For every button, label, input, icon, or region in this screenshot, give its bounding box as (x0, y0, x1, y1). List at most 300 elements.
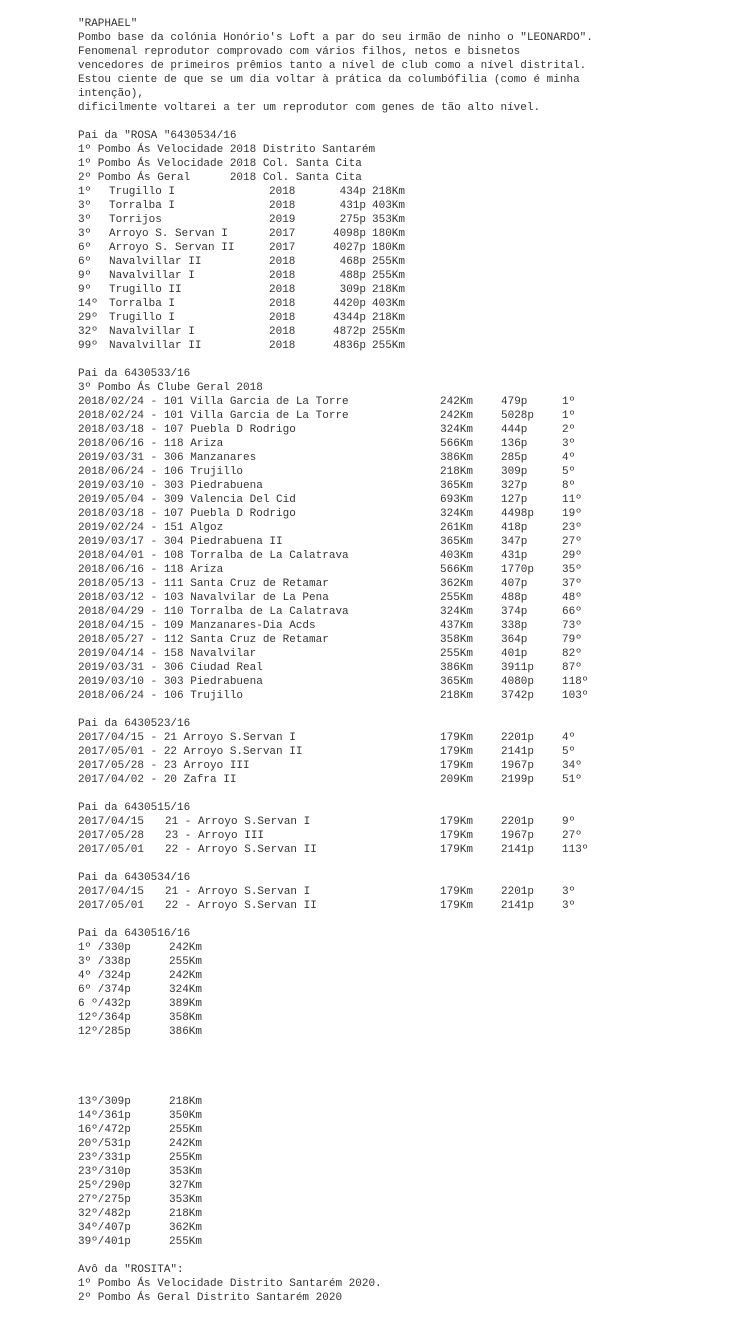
s533-result-row-race: 2019/03/31 - 306 Ciudad Real (78, 662, 263, 674)
s533-result-row-race: 2018/05/13 - 111 Santa Cruz de Retamar (78, 578, 329, 590)
s533-result-row-km: 362Km (440, 578, 474, 590)
s516-result-row (78, 1025, 738, 1039)
s523-result-row-km: 209Km (440, 774, 474, 786)
s515-result-row-pos: 9º (562, 816, 576, 828)
s533-result-row-km: 261Km (440, 522, 474, 534)
s516-result-row (78, 997, 738, 1011)
s533-result-row (78, 465, 738, 479)
rosa-result-row (78, 283, 738, 297)
s516-result-row (78, 1221, 738, 1235)
s533-result-row-race: 2018/04/29 - 110 Torralba de La Calatrava (78, 606, 349, 618)
section-6430516 (78, 927, 738, 1249)
pedigree-document (78, 17, 738, 1305)
rosa-header-line: 2º Pombo Ás Geral 2018 Col. Santa Cita (78, 172, 362, 184)
s516-result-row-pos: 14º/361p (78, 1110, 131, 1122)
rosa-result-row-pos: 3º (78, 214, 92, 226)
rosa-result-row (78, 325, 738, 339)
rosa-result-row (78, 255, 738, 269)
s533-result-row-race: 2019/03/10 - 303 Piedrabuena (78, 480, 263, 492)
s533-result-row-pos: 37º (562, 578, 582, 590)
rosa-result-row-pos: 3º (78, 228, 92, 240)
s533-result-row-race: 2019/04/14 - 158 Navalvilar (78, 648, 257, 660)
s533-result-row-pts: 5028p (501, 410, 535, 422)
rosa-result-row-pos: 9º (78, 284, 92, 296)
rosa-result-row-pos: 9º (78, 270, 92, 282)
intro-line: Fenomenal reprodutor comprovado com vários filhos, netos e bisnetos (78, 46, 521, 58)
s534-result-row-race: 22 - Arroyo S.Servan II (165, 900, 317, 912)
s516-result-row (78, 983, 738, 997)
s533-result-row-race: 2018/06/16 - 118 Ariza (78, 438, 224, 450)
s516-result-row (78, 1137, 738, 1151)
s533-result-row-km: 324Km (440, 508, 474, 520)
rosa-result-row-year: 2017 (269, 228, 296, 240)
s523-result-row-race: 2017/05/01 - 22 Arroyo S.Servan II (78, 746, 303, 758)
s533-result-row-pos: 35º (562, 564, 582, 576)
s533-result-row-km: 324Km (440, 606, 474, 618)
rosa-result-row-race: Trugillo I (109, 312, 176, 324)
s516-result-row-km: 358Km (169, 1012, 203, 1024)
s523-result-row-pts: 2199p (501, 774, 535, 786)
s533-header-line: Pai da 6430533/16 (78, 368, 191, 380)
s533-result-row-pts: 4080p (501, 676, 535, 688)
rosa-result-row-pts: 275p (339, 214, 366, 226)
s533-result-row-race: 2018/06/24 - 106 Trujillo (78, 690, 244, 702)
rosa-result-row-pts: 4098p (332, 228, 366, 240)
s533-result-row (78, 507, 738, 521)
s533-result-row (78, 549, 738, 563)
s533-result-row-pts: 3911p (501, 662, 535, 674)
s533-result-row (78, 647, 738, 661)
s516-header: Pai da 6430516/16 (78, 928, 191, 940)
s515-result-row (78, 815, 738, 829)
s533-result-row (78, 423, 738, 437)
s533-result-row-pts: 347p (501, 536, 528, 548)
s523-result-row-pos: 51º (562, 774, 582, 786)
s516-result-row-km: 255Km (169, 1124, 203, 1136)
s533-result-row-pos: 87º (562, 662, 582, 674)
rosa-result-row-year: 2018 (269, 340, 296, 352)
s516-result-row-km: 255Km (169, 1236, 203, 1248)
s534-result-row-km: 179Km (440, 900, 474, 912)
rosa-result-row-km: 353Km (372, 214, 406, 226)
s523-result-row-pts: 2141p (501, 746, 535, 758)
s534-result-row (78, 899, 738, 913)
s533-result-row-km: 566Km (440, 438, 474, 450)
s516-result-row-pos: 16º/472p (78, 1124, 131, 1136)
rosa-result-row-km: 255Km (372, 256, 406, 268)
s533-result-row-pos: 82º (562, 648, 582, 660)
s533-result-row (78, 493, 738, 507)
rosa-result-row-race: Torralba I (109, 298, 176, 310)
s533-result-row-pts: 309p (501, 466, 528, 478)
intro-line: vencedores de primeiros prêmios tanto a nível de club como a nível distrital. (78, 60, 587, 72)
rosita-section (78, 1263, 738, 1305)
s516-result-row-km: 386Km (169, 1026, 203, 1038)
s534-header: Pai da 6430534/16 (78, 872, 191, 884)
section-6430533 (78, 367, 738, 703)
rosa-result-row-pts: 309p (339, 284, 366, 296)
s516-result-row-km: 353Km (169, 1166, 203, 1178)
s533-result-row-pts: 418p (501, 522, 528, 534)
s533-result-row (78, 395, 738, 409)
s533-result-row-pts: 338p (501, 620, 528, 632)
rosa-result-row-pos: 3º (78, 200, 92, 212)
s533-result-row-km: 218Km (440, 466, 474, 478)
s533-result-row-pts: 488p (501, 592, 528, 604)
s516-result-row-km: 389Km (169, 998, 203, 1010)
s516-result-row (78, 1179, 738, 1193)
s533-result-row-pos: 11º (562, 494, 582, 506)
s516-result-row (78, 1095, 738, 1109)
s533-result-row-pos: 29º (562, 550, 582, 562)
s533-result-row-pts: 431p (501, 550, 528, 562)
rosa-result-row-pos: 6º (78, 242, 92, 254)
s523-result-row (78, 745, 738, 759)
s534-result-row-race: 21 - Arroyo S.Servan I (165, 886, 311, 898)
s533-result-row-km: 358Km (440, 634, 474, 646)
s516-result-row-pos: 3º /338p (78, 956, 131, 968)
s515-result-row-km: 179Km (440, 844, 474, 856)
s515-result-row-date: 2017/05/01 (78, 844, 145, 856)
s533-result-row (78, 591, 738, 605)
s516-result-row (78, 1123, 738, 1137)
s516-result-row-pos: 6º /374p (78, 984, 131, 996)
s534-result-row-pos: 3º (562, 900, 576, 912)
s516-result-row-pos: 23º/331p (78, 1152, 131, 1164)
s533-result-row-km: 365Km (440, 676, 474, 688)
s533-result-row-pos: 2º (562, 424, 576, 436)
section-6430523 (78, 717, 738, 787)
s515-result-row (78, 829, 738, 843)
s534-result-row-pos: 3º (562, 886, 576, 898)
rosa-result-row (78, 241, 738, 255)
rosa-result-row-race: Torralba I (109, 200, 176, 212)
s533-result-row-pos: 73º (562, 620, 582, 632)
s515-header: Pai da 6430515/16 (78, 802, 191, 814)
s515-result-row-pts: 2141p (501, 844, 535, 856)
rosa-result-row-km: 255Km (372, 326, 406, 338)
rosa-result-row-year: 2018 (269, 284, 296, 296)
s533-result-row-pos: 118º (562, 676, 589, 688)
s516-result-row-km: 242Km (169, 970, 203, 982)
rosa-result-row-year: 2018 (269, 186, 296, 198)
s533-result-row-pos: 3º (562, 438, 576, 450)
rosa-result-row-km: 218Km (372, 312, 406, 324)
s516-result-row-km: 218Km (169, 1208, 203, 1220)
rosa-result-row-pos: 1º (78, 186, 92, 198)
rosa-result-row-pos: 99º (78, 340, 98, 352)
s533-result-row-pos: 1º (562, 396, 576, 408)
s516-result-row-km: 255Km (169, 1152, 203, 1164)
s533-result-row (78, 521, 738, 535)
rosa-result-row-pts: 4344p (332, 312, 366, 324)
rosa-result-row-race: Torrijos (109, 214, 162, 226)
s533-header-line: 3º Pombo Ás Clube Geral 2018 (78, 382, 263, 394)
s534-result-row-pts: 2141p (501, 900, 535, 912)
s533-result-row-km: 693Km (440, 494, 474, 506)
s533-result-row-pos: 19º (562, 508, 582, 520)
s533-result-row-race: 2019/02/24 - 151 Algoz (78, 522, 224, 534)
s533-result-row-race: 2018/03/18 - 107 Puebla D Rodrigo (78, 424, 296, 436)
s523-result-row-pts: 2201p (501, 732, 535, 744)
s533-result-row-pts: 479p (501, 396, 528, 408)
s515-result-row-race: 23 - Arroyo III (165, 830, 265, 842)
s516-result-row (78, 955, 738, 969)
s533-result-row (78, 689, 738, 703)
s533-result-row-km: 386Km (440, 662, 474, 674)
s533-result-row-race: 2019/03/10 - 303 Piedrabuena (78, 676, 263, 688)
s523-result-row-pts: 1967p (501, 760, 535, 772)
rosa-result-row (78, 227, 738, 241)
rosa-result-row (78, 311, 738, 325)
rosita-line: Avô da "ROSITA": (78, 1264, 184, 1276)
rosa-result-row-pts: 4027p (332, 242, 366, 254)
s516-result-row (78, 1235, 738, 1249)
s516-result-row-pos: 27º/275p (78, 1194, 131, 1206)
s516-result-row-pos: 34º/407p (78, 1222, 131, 1234)
rosa-result-row (78, 269, 738, 283)
s523-result-row-km: 179Km (440, 760, 474, 772)
s533-result-row (78, 563, 738, 577)
s515-result-row-pos: 113º (562, 844, 589, 856)
s523-result-row-km: 179Km (440, 746, 474, 758)
s533-result-row-race: 2018/05/27 - 112 Santa Cruz de Retamar (78, 634, 329, 646)
rosa-section (78, 129, 738, 353)
s523-result-row-pos: 34º (562, 760, 582, 772)
rosa-result-row-pts: 488p (339, 270, 366, 282)
s523-result-row-pos: 4º (562, 732, 576, 744)
s533-result-row (78, 535, 738, 549)
s516-result-row (78, 1011, 738, 1025)
rosa-result-row-pos: 6º (78, 256, 92, 268)
s523-result-row (78, 773, 738, 787)
s533-result-row-race: 2018/04/15 - 109 Manzanares-Dia Acds (78, 620, 316, 632)
rosita-line: 1º Pombo Ás Velocidade Distrito Santarém 2020. (78, 1278, 382, 1290)
rosa-result-row-pts: 434p (339, 186, 366, 198)
rosa-result-row (78, 199, 738, 213)
s516-result-row (78, 969, 738, 983)
s533-result-row-pos: 79º (562, 634, 582, 646)
rosa-header-line: 1º Pombo Ás Velocidade 2018 Col. Santa Cita (78, 158, 362, 170)
s533-result-row-km: 324Km (440, 424, 474, 436)
s516-result-row-pos: 20º/531p (78, 1138, 131, 1150)
rosa-result-row-race: Navalvillar I (109, 326, 195, 338)
rosa-result-row-km: 403Km (372, 298, 406, 310)
rosa-result-row-race: Arroyo S. Servan I (109, 228, 228, 240)
s516-result-row-km: 362Km (169, 1222, 203, 1234)
rosa-result-row-km: 218Km (372, 186, 406, 198)
s533-result-row (78, 619, 738, 633)
s516-result-row-pos: 25º/290p (78, 1180, 131, 1192)
rosa-result-row-year: 2018 (269, 270, 296, 282)
s533-result-row-race: 2019/03/17 - 304 Piedrabuena II (78, 536, 283, 548)
s534-result-row-pts: 2201p (501, 886, 535, 898)
s516-result-row (78, 1207, 738, 1221)
s533-result-row (78, 675, 738, 689)
rosa-result-row-km: 180Km (372, 242, 406, 254)
s533-result-row-pts: 285p (501, 452, 528, 464)
s533-result-row (78, 633, 738, 647)
s516-result-row-km: 218Km (169, 1096, 203, 1108)
s533-result-row-race: 2018/06/16 - 118 Ariza (78, 564, 224, 576)
section-6430515 (78, 801, 738, 857)
s515-result-row-km: 179Km (440, 816, 474, 828)
rosa-result-row-pts: 4420p (332, 298, 366, 310)
s533-result-row-pts: 444p (501, 424, 528, 436)
s533-result-row-pts: 364p (501, 634, 528, 646)
rosa-result-row (78, 185, 738, 199)
rosa-result-row (78, 339, 738, 353)
intro-line: Pombo base da colónia Honório's Loft a par do seu irmão de ninho o "LEONARDO". (78, 32, 593, 44)
s516-result-row-pos: 23º/310p (78, 1166, 131, 1178)
rosa-result-row-pos: 32º (78, 326, 98, 338)
s516-result-row-km: 255Km (169, 956, 203, 968)
s533-result-row-pos: 48º (562, 592, 582, 604)
s516-result-row-pos: 1º /330p (78, 942, 131, 954)
s533-result-row-pts: 136p (501, 438, 528, 450)
s533-result-row-race: 2018/06/24 - 106 Trujillo (78, 466, 244, 478)
s533-result-row-race: 2018/04/01 - 108 Torralba de La Calatrava (78, 550, 349, 562)
rosa-result-row-year: 2018 (269, 200, 296, 212)
s516-result-row-pos: 12º/364p (78, 1012, 131, 1024)
s533-result-row-km: 403Km (440, 550, 474, 562)
s516-result-row (78, 1109, 738, 1123)
s523-result-row-race: 2017/05/28 - 23 Arroyo III (78, 760, 250, 772)
s523-header: Pai da 6430523/16 (78, 718, 191, 730)
s523-result-row (78, 759, 738, 773)
s516-result-row-km: 242Km (169, 942, 203, 954)
s533-result-row (78, 409, 738, 423)
s533-result-row (78, 479, 738, 493)
rosa-result-row-km: 218Km (372, 284, 406, 296)
s516-result-row-pos: 13º/309p (78, 1096, 131, 1108)
s523-result-row (78, 731, 738, 745)
s516-result-row-km: 242Km (169, 1138, 203, 1150)
s533-result-row-km: 437Km (440, 620, 474, 632)
s533-result-row-race: 2018/02/24 - 101 Villa Garcia de La Torre (78, 396, 349, 408)
rosa-result-row-km: 255Km (372, 340, 406, 352)
s515-result-row-race: 22 - Arroyo S.Servan II (165, 844, 317, 856)
rosa-result-row-race: Navalvillar II (109, 340, 202, 352)
rosa-result-row-race: Trugillo I (109, 186, 176, 198)
s516-result-row-pos: 32º/482p (78, 1208, 131, 1220)
s515-result-row-pts: 2201p (501, 816, 535, 828)
intro-line: Estou ciente de que se um dia voltar à prática da columbófilia (como é minha (78, 74, 580, 86)
s533-result-row-race: 2019/05/04 - 309 Valencia Del Cid (78, 494, 296, 506)
s534-result-row-date: 2017/04/15 (78, 886, 145, 898)
s533-result-row-pts: 401p (501, 648, 528, 660)
s516-result-row-km: 327Km (169, 1180, 203, 1192)
s533-result-row-pos: 1º (562, 410, 576, 422)
rosa-result-row-km: 180Km (372, 228, 406, 240)
s533-result-row-pos: 66º (562, 606, 582, 618)
rosa-result-row-year: 2018 (269, 298, 296, 310)
rosa-result-row-pos: 14º (78, 298, 98, 310)
rosa-result-row-year: 2019 (269, 214, 296, 226)
intro-line: "RAPHAEL" (78, 18, 138, 30)
s533-result-row-race: 2018/02/24 - 101 Villa Garcia de La Torre (78, 410, 349, 422)
s533-result-row-pts: 3742p (501, 690, 535, 702)
s533-result-row-pos: 23º (562, 522, 582, 534)
s533-result-row (78, 577, 738, 591)
s523-result-row-km: 179Km (440, 732, 474, 744)
rosa-header-line: Pai da "ROSA "6430534/16 (78, 130, 237, 142)
s516-result-row (78, 1165, 738, 1179)
s515-result-row-km: 179Km (440, 830, 474, 842)
s533-result-row-race: 2018/03/18 - 107 Puebla D Rodrigo (78, 508, 296, 520)
s533-result-row-race: 2019/03/31 - 306 Manzanares (78, 452, 257, 464)
s533-result-row-pts: 407p (501, 578, 528, 590)
intro-section (78, 17, 738, 115)
intro-line: intenção), (78, 88, 145, 100)
s533-result-row (78, 451, 738, 465)
s515-result-row-date: 2017/05/28 (78, 830, 145, 842)
rosa-result-row-pts: 4872p (332, 326, 366, 338)
s516-result-row (78, 1193, 738, 1207)
s533-result-row-km: 365Km (440, 536, 474, 548)
s534-result-row-date: 2017/05/01 (78, 900, 145, 912)
s533-result-row-pos: 4º (562, 452, 576, 464)
rosa-result-row-pos: 29º (78, 312, 98, 324)
s516-result-row-pos: 6 º/432p (78, 998, 131, 1010)
rosa-result-row-year: 2018 (269, 312, 296, 324)
rosa-result-row-race: Navalvillar I (109, 270, 195, 282)
rosa-result-row (78, 213, 738, 227)
s533-result-row-pos: 27º (562, 536, 582, 548)
s533-result-row-km: 218Km (440, 690, 474, 702)
s516-result-row-km: 353Km (169, 1194, 203, 1206)
s516-result-row (78, 1151, 738, 1165)
s515-result-row-pos: 27º (562, 830, 582, 842)
section-6430534 (78, 871, 738, 913)
s534-result-row-km: 179Km (440, 886, 474, 898)
s533-result-row-km: 386Km (440, 452, 474, 464)
s523-result-row-race: 2017/04/02 - 20 Zafra II (78, 774, 237, 786)
s533-result-row-km: 566Km (440, 564, 474, 576)
s516-result-row-pos: 39º/401p (78, 1236, 131, 1248)
s533-result-row-pts: 1770p (501, 564, 535, 576)
s533-result-row-pos: 103º (562, 690, 589, 702)
rosa-result-row (78, 297, 738, 311)
s515-result-row-date: 2017/04/15 (78, 816, 145, 828)
s516-result-row-pos: 12º/285p (78, 1026, 131, 1038)
rosa-result-row-km: 403Km (372, 200, 406, 212)
rosa-result-row-year: 2018 (269, 256, 296, 268)
s533-result-row-race: 2018/03/12 - 103 Navalvilar de La Pena (78, 592, 329, 604)
s515-result-row (78, 843, 738, 857)
s533-result-row-pts: 327p (501, 480, 528, 492)
rosa-result-row-race: Navalvillar II (109, 256, 202, 268)
rosa-result-row-year: 2018 (269, 326, 296, 338)
s533-result-row-pts: 374p (501, 606, 528, 618)
rosa-result-row-km: 255Km (372, 270, 406, 282)
s515-result-row-race: 21 - Arroyo S.Servan I (165, 816, 311, 828)
s533-result-row-pos: 8º (562, 480, 576, 492)
rosa-result-row-pts: 468p (339, 256, 366, 268)
s523-result-row-race: 2017/04/15 - 21 Arroyo S.Servan I (78, 732, 296, 744)
s516-result-row-km: 350Km (169, 1110, 203, 1122)
s533-result-row (78, 661, 738, 675)
s533-result-row-km: 242Km (440, 410, 474, 422)
s516-result-row (78, 941, 738, 955)
s523-result-row-pos: 5º (562, 746, 576, 758)
rosa-result-row-race: Arroyo S. Servan II (109, 242, 235, 254)
s533-result-row (78, 437, 738, 451)
s533-result-row-pos: 5º (562, 466, 576, 478)
s533-result-row-pts: 127p (501, 494, 528, 506)
s515-result-row-pts: 1967p (501, 830, 535, 842)
rosa-result-row-pts: 431p (339, 200, 366, 212)
